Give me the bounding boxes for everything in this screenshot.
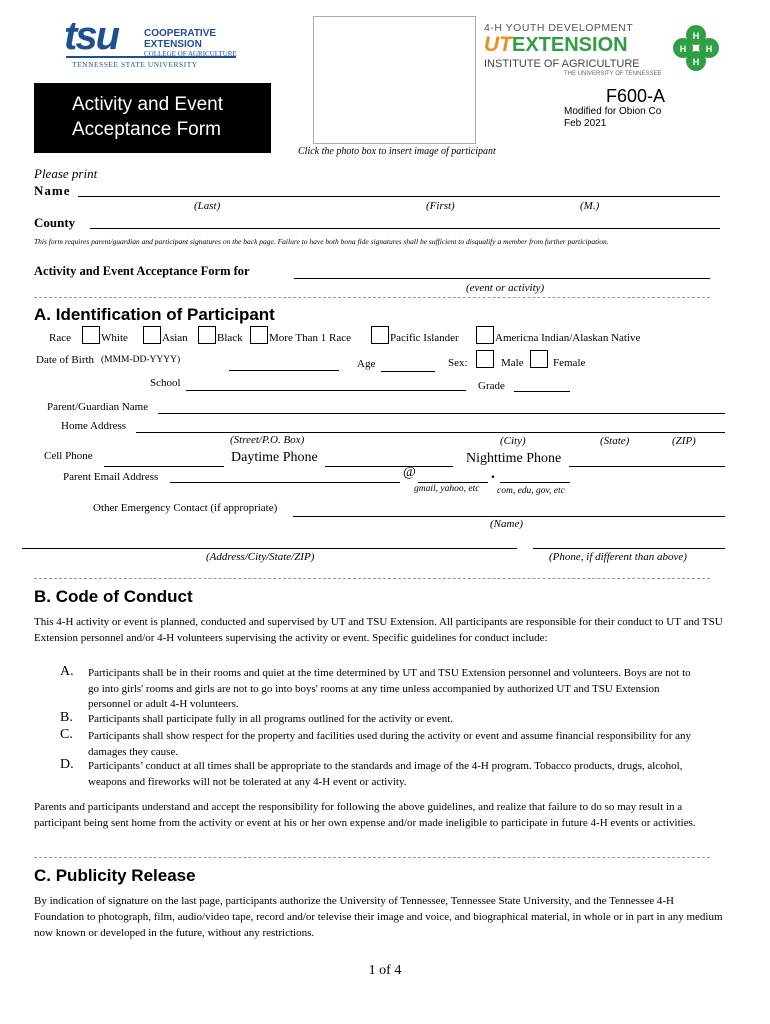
4h-clover-icon xyxy=(672,24,720,72)
race-pacific-checkbox[interactable] xyxy=(371,326,389,344)
tsu-logo-university: TENNESSEE STATE UNIVERSITY xyxy=(72,60,198,69)
emergency-address-field[interactable] xyxy=(22,548,517,549)
conduct-item-b-text: Participants shall participate fully in all programs outlined for the activity or event. xyxy=(88,713,454,725)
conduct-closing: Parents and participants understand and accept the responsibility for following the above guidelines, and realize that failure to do so may result in a participant being sent home from the activity or event at his or her own expense and/or made ineligible to participate in future 4-H events or activities. xyxy=(34,801,696,829)
svg-text:H: H xyxy=(679,44,687,54)
ut-logo-university: THE UNIVERSITY OF TENNESSEE xyxy=(564,71,662,77)
first-caption: (First) xyxy=(426,200,455,212)
school-field[interactable] xyxy=(186,390,466,391)
divider-1 xyxy=(34,297,710,298)
address-field[interactable] xyxy=(136,432,725,433)
race-black-label: Black xyxy=(217,332,243,344)
last-caption: (Last) xyxy=(194,200,221,212)
sex-female-checkbox[interactable] xyxy=(530,350,548,368)
name-field[interactable] xyxy=(78,196,720,197)
parent-field[interactable] xyxy=(158,413,725,414)
race-asian-label: Asian xyxy=(162,332,188,344)
activity-caption: (event or activity) xyxy=(466,282,545,294)
emergency-name-caption: (Name) xyxy=(490,518,523,530)
county-field[interactable] xyxy=(90,228,720,229)
tsu-logo-line3: COLLEGE OF AGRICULTURE xyxy=(144,50,237,58)
section-b-title: B. Code of Conduct xyxy=(34,587,193,606)
sex-male-label: Male xyxy=(501,357,524,369)
race-native-checkbox[interactable] xyxy=(476,326,494,344)
conduct-item-b-letter: B. xyxy=(60,710,73,725)
age-field[interactable] xyxy=(381,371,435,372)
emergency-label: Other Emergency Contact (if appropriate) xyxy=(93,502,278,514)
section-c-title: C. Publicity Release xyxy=(34,866,196,885)
divider-3 xyxy=(34,857,710,858)
ut-logo-institute: INSTITUTE OF AGRICULTURE xyxy=(484,58,640,70)
emergency-name-field[interactable] xyxy=(293,516,725,517)
nighttime-label: Nighttime Phone xyxy=(466,451,562,466)
race-label: Race xyxy=(49,332,71,344)
conduct-item-a-text: Participants shall be in their rooms and quiet at the time determined by UT and TSU Extension personnel and volunteers. Boys are not to go into girls' rooms and girls are not to go into boys' rooms at any time unless accompanied by authorized UT and TSU Extension personnel or adult 4-H volunteers. xyxy=(88,667,691,710)
cell-label: Cell Phone xyxy=(44,450,93,462)
race-white-checkbox[interactable] xyxy=(82,326,100,344)
tsu-logo-mark: tsu xyxy=(64,14,118,58)
email-domain-field[interactable] xyxy=(418,482,488,483)
email-at-sign: @ xyxy=(403,465,416,480)
race-black-checkbox[interactable] xyxy=(198,326,216,344)
dob-field[interactable] xyxy=(229,370,339,371)
city-caption: (City) xyxy=(500,435,526,447)
race-pacific-label: Pacific Islander xyxy=(390,332,459,344)
daytime-label: Daytime Phone xyxy=(231,450,318,465)
email-label: Parent Email Address xyxy=(63,471,159,483)
emergency-phone-field[interactable] xyxy=(533,548,725,549)
dob-format: (MMM-DD-YYYY) xyxy=(101,355,181,365)
sex-male-checkbox[interactable] xyxy=(476,350,494,368)
race-multi-checkbox[interactable] xyxy=(250,326,268,344)
ut-logo-mark: UT xyxy=(484,33,512,56)
nighttime-field[interactable] xyxy=(569,466,725,467)
section-a-title: A. Identification of Participant xyxy=(34,305,275,324)
ut-logo-extension: EXTENSION xyxy=(512,34,628,56)
tsu-logo-line1: COOPERATIVE xyxy=(144,28,217,39)
ut-logo-line1: 4-H YOUTH DEVELOPMENT xyxy=(484,22,634,34)
cell-field[interactable] xyxy=(104,466,224,467)
conduct-item-d-text: Participants’ conduct at all times shall be appropriate to the standards and image of the 4-H program. Tobacco products, drugs, alcohol, weapons and fireworks will not be tolerated at any 4-H event or activity. xyxy=(88,760,683,788)
page-number: 1 of 4 xyxy=(368,963,402,978)
svg-text:H: H xyxy=(705,44,713,54)
form-number: F600-A xyxy=(606,86,666,106)
form-title-line1: Activity and Event xyxy=(72,94,224,115)
activity-label: Activity and Event Acceptance Form for xyxy=(34,264,250,278)
email-tld-caption: com, edu, gov, etc xyxy=(497,486,565,496)
publicity-text: By indication of signature on the last page, participants authorize the University of Tennessee, Tennessee State University, and the Tennessee 4-H Foundation to photograph, film, audio/video tape, record and/or televise their image and voice, and biographical material, in whole or in part in any medium now known or developed in the future, without any restrictions. xyxy=(34,895,723,939)
sex-label: Sex: xyxy=(448,357,468,369)
divider-2 xyxy=(34,578,710,579)
race-native-label: Americna Indian/Alaskan Native xyxy=(495,332,641,344)
tsu-logo xyxy=(64,14,244,72)
address-city-caption: (Address/City/State/ZIP) xyxy=(206,551,315,563)
form-title-line2: Acceptance Form xyxy=(72,119,221,140)
modified-note-line1: Modified for Obion Co xyxy=(564,106,662,117)
tsu-logo-line2: EXTENSION xyxy=(144,39,202,50)
parent-label: Parent/Guardian Name xyxy=(47,401,149,413)
ut-extension-logo xyxy=(484,22,664,78)
grade-label: Grade xyxy=(478,380,505,392)
svg-text:H: H xyxy=(692,57,700,67)
conduct-item-d-letter: D. xyxy=(60,757,74,772)
grade-field[interactable] xyxy=(514,391,570,392)
zip-caption: (ZIP) xyxy=(672,435,696,447)
name-label: Name xyxy=(34,183,71,198)
conduct-item-c-text: Participants shall show respect for the property and facilities used during the activity or event and assume financial responsibility for any damages they cause. xyxy=(88,730,691,758)
school-label: School xyxy=(150,377,181,389)
dob-label: Date of Birth xyxy=(36,354,95,366)
street-caption: (Street/P.O. Box) xyxy=(230,434,305,446)
phone-caption: (Phone, if different than above) xyxy=(549,551,687,563)
email-tld-field[interactable] xyxy=(500,482,570,483)
email-dot-sign: . xyxy=(491,465,495,482)
middle-caption: (M.) xyxy=(580,200,600,212)
signature-notice: This form requires parent/guardian and participant signatures on the back page. Failure to have both bona fide signatures shall be sufficient to disqualify a member from further participation. xyxy=(34,237,609,246)
please-print-label: Please print xyxy=(34,166,98,181)
email-domain-caption: gmail, yahoo, etc xyxy=(414,484,480,494)
title-banner xyxy=(34,83,271,153)
conduct-item-c-letter: C. xyxy=(60,727,73,742)
address-label: Home Address xyxy=(61,420,127,432)
race-asian-checkbox[interactable] xyxy=(143,326,161,344)
conduct-intro: This 4-H activity or event is planned, conducted and supervised by UT and TSU Extension. All participants are responsible for their conduct to UT and TSU Extension personnel and/or 4-H volunteers supervising the activity or event. Specific guidelines for conduct include: xyxy=(34,616,723,644)
race-white-label: White xyxy=(101,332,128,344)
svg-text:H: H xyxy=(692,31,700,41)
state-caption: (State) xyxy=(600,435,630,447)
photo-caption: Click the photo box to insert image of participant xyxy=(298,146,496,157)
race-multi-label: More Than 1 Race xyxy=(269,332,351,344)
email-user-field[interactable] xyxy=(170,482,400,483)
sex-female-label: Female xyxy=(553,357,586,369)
modified-note-line2: Feb 2021 xyxy=(564,118,607,129)
activity-field[interactable] xyxy=(294,278,710,279)
daytime-field[interactable] xyxy=(325,466,453,467)
conduct-item-a-letter: A. xyxy=(60,664,74,679)
county-label: County xyxy=(34,215,76,230)
photo-box[interactable] xyxy=(313,16,476,144)
age-label: Age xyxy=(357,358,376,370)
